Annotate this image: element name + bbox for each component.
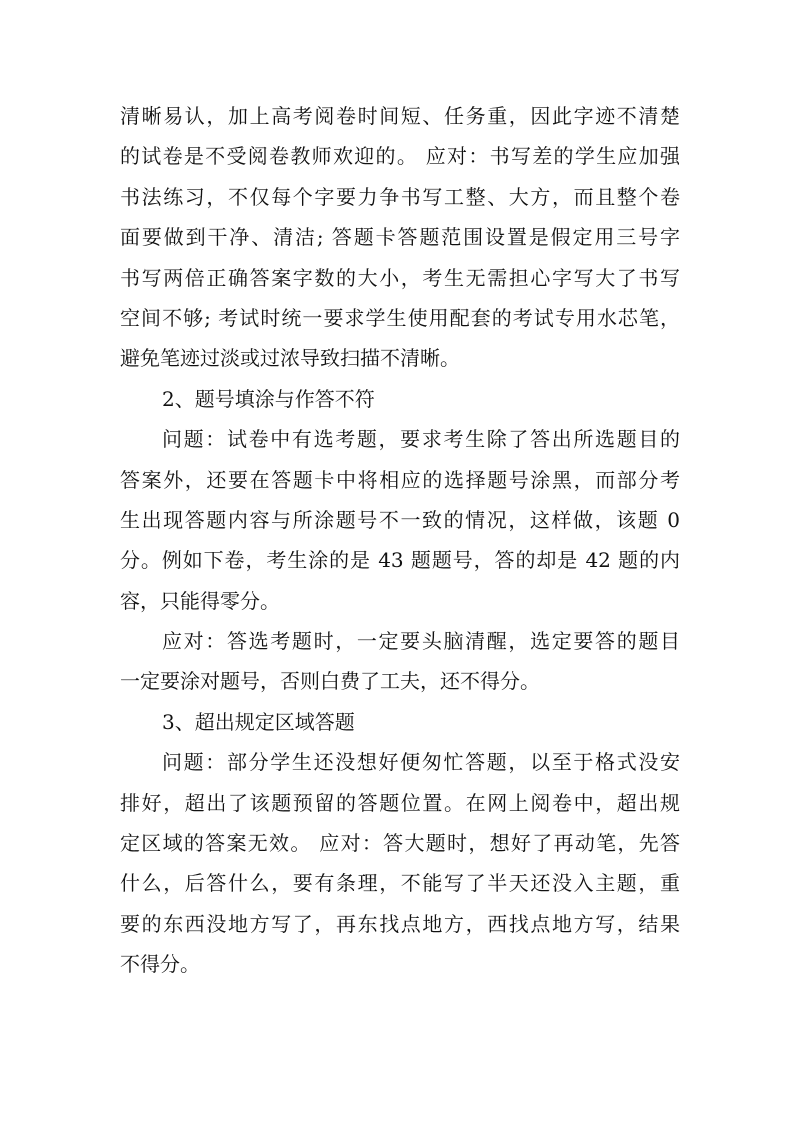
text-line: 分。例如下卷，考生涂的是 43 题题号，答的却是 42 题的内	[120, 548, 680, 573]
text-line: 避免笔迹过淡或过浓导致扫描不清晰。	[120, 346, 460, 371]
section-heading-3: 3、超出规定区域答题	[162, 709, 355, 734]
text-line: 什么，后答什么，要有条理，不能写了半天还没入主题，重	[120, 871, 680, 896]
text-line: 排好，超出了该题预留的答题位置。在网上阅卷中，超出规	[120, 790, 680, 815]
text-line: 定区域的答案无效。 应对：答大题时，想好了再动笔，先答	[120, 831, 680, 856]
text-line: 容，只能得零分。	[120, 588, 280, 613]
text-line: 书法练习，不仅每个字要力争书写工整、大方，而且整个卷	[120, 184, 680, 209]
text-line: 清晰易认，加上高考阅卷时间短、任务重，因此字迹不清楚	[120, 104, 680, 128]
text-line: 答案外，还要在答题卡中将相应的选择题号涂黑，而部分考	[120, 467, 680, 492]
text-line: 面要做到干净、清洁; 答题卡答题范围设置是假定用三号字	[120, 225, 680, 250]
text-line: 书写两倍正确答案字数的大小，考生无需担心字写大了书写	[120, 265, 680, 290]
text-line: 的试卷是不受阅卷教师欢迎的。 应对：书写差的学生应加强	[120, 144, 680, 169]
text-line: 问题：部分学生还没想好便匆忙答题，以至于格式没安	[162, 750, 680, 775]
text-line: 应对：答选考题时，一定要头脑清醒，选定要答的题目	[162, 629, 680, 654]
text-line: 生出现答题内容与所涂题号不一致的情况，这样做，该题 0	[120, 507, 680, 532]
text-line: 要的东西没地方写了，再东找点地方，西找点地方写，结果	[120, 911, 680, 936]
section-heading-2: 2、题号填涂与作答不符	[162, 386, 375, 411]
text-line: 问题：试卷中有选考题，要求考生除了答出所选题目的	[162, 427, 680, 452]
text-line: 空间不够; 考试时统一要求学生使用配套的考试专用水芯笔，	[120, 305, 680, 330]
text-line: 不得分。	[120, 952, 200, 977]
document-body	[120, 96, 680, 985]
text-line: 一定要涂对题号，否则白费了工夫，还不得分。	[120, 669, 540, 694]
